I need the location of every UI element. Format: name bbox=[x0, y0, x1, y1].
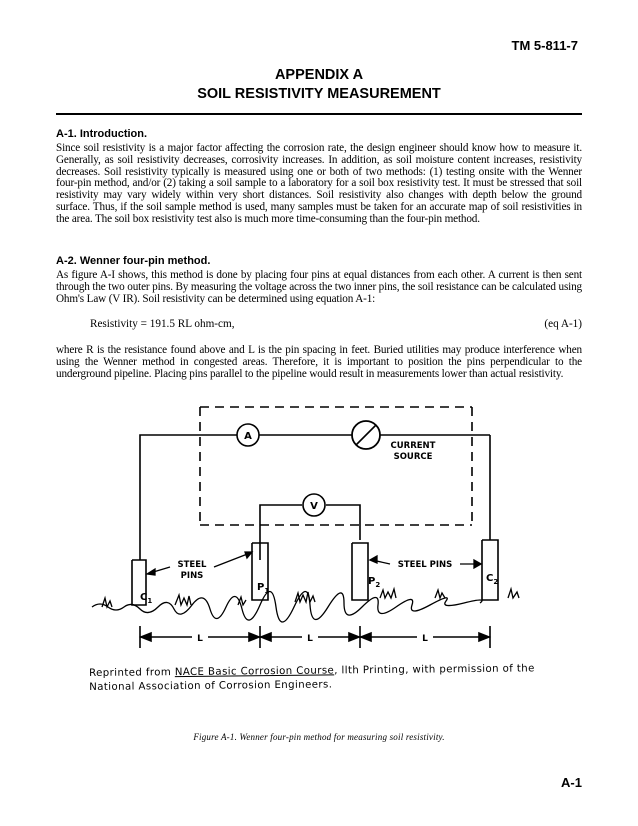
dashed-enclosure bbox=[200, 407, 472, 525]
credit-source: NACE Basic Corrosion Course bbox=[174, 665, 335, 679]
pin-p1-label: $P_1$ bbox=[257, 582, 270, 595]
spacing-dimension bbox=[140, 626, 490, 648]
equation-a1 bbox=[90, 318, 582, 330]
spacing-label-2: L bbox=[307, 634, 313, 644]
current-source-icon bbox=[352, 421, 380, 449]
pin-c2-label: $C_2$ bbox=[486, 573, 499, 586]
ammeter-label: A bbox=[244, 431, 252, 442]
section-a2-body-2: where R is the resistance found above and L is the pin spacing in feet. Buried utilities may produce interference when using the Wenner method in congested areas. Therefore, it is important to position the pins perpendicular to the underground pipeline. Placing pins parallel to the pipeline would result in measurements lower than actual resistivity. bbox=[56, 344, 582, 380]
title-line-2: SOIL RESISTIVITY MEASUREMENT bbox=[197, 86, 441, 102]
pin-p2 bbox=[352, 543, 368, 600]
section-a1-body: Since soil resistivity is a major factor affecting the corrosion rate, the design engineer should know how to measure it. Generally, as soil resistivity decreases, corrosivity increases. In addition, as soil moisture content increases, resistivity decreases. Soil resistivity typically is measured using one or both of two methods: (1) testing onsite with the Wenner four-pin method, and/or (2) taking a soil sample to a laboratory for a soil box resistivity test. It must be stressed that soil resistivity may vary widely within very short distances. Soil resistivity also changes with depth below the ground surface. Thus, if the soil sample method is used, many samples must be taken for an accurate map of soil resistivities in the area. The soil box resistivity test also is much more time-consuming than the four-pin method. bbox=[56, 142, 582, 225]
figure-caption: Figure A-1. Wenner four-pin method for measuring soil resistivity. bbox=[193, 732, 445, 742]
ammeter-icon bbox=[237, 424, 259, 446]
title-line-1: APPENDIX A bbox=[274, 67, 364, 83]
current-source-label-line-2: SOURCE bbox=[393, 452, 433, 462]
section-a2-body-1: As figure A-I shows, this method is done by placing four pins at equal distances from each other. A current is then sent through the two outer pins. By measuring the voltage across the two inner pins, the soil resistance can be calculated using Ohm's Law (V IR). Soil resistivity can be determined using equation A-1: bbox=[56, 269, 582, 305]
credit-line-1: Reprinted from NACE Basic Corrosion Course, llth Printing, with permission of the bbox=[89, 663, 535, 679]
voltmeter-label: V bbox=[310, 501, 318, 512]
current-source-label-line-1: CURRENT bbox=[390, 441, 436, 451]
steel-pins-left-label-line-2: PINS bbox=[180, 571, 204, 581]
ground-surface bbox=[92, 589, 519, 622]
pin-c1-label: $C_1$ bbox=[140, 592, 153, 605]
appendix-title bbox=[0, 66, 638, 104]
section-a2-heading: A-2. Wenner four-pin method. bbox=[56, 255, 211, 267]
voltmeter-icon bbox=[303, 494, 325, 516]
title-divider bbox=[56, 113, 582, 115]
pin-c2 bbox=[482, 540, 498, 600]
document-id: TM 5-811-7 bbox=[511, 38, 578, 53]
spacing-label-1: L bbox=[197, 634, 203, 644]
equation-label: (eq A-1) bbox=[544, 318, 582, 330]
credit-line-2: National Association of Corrosion Engineers. bbox=[89, 679, 333, 693]
equation-text: Resistivity = 191.5 RL ohm-cm, bbox=[90, 318, 235, 330]
steel-pins-left-label-line-1: STEEL bbox=[177, 560, 207, 570]
pin-p2-label: $P_2$ bbox=[368, 576, 381, 589]
wenner-figure bbox=[80, 395, 560, 665]
spacing-label-3: L bbox=[422, 634, 428, 644]
section-a1-heading: A-1. Introduction. bbox=[56, 128, 148, 140]
page-number: A-1 bbox=[561, 775, 582, 790]
steel-pins-right-label: STEEL PINS bbox=[397, 560, 453, 570]
reprint-credit bbox=[89, 662, 559, 695]
